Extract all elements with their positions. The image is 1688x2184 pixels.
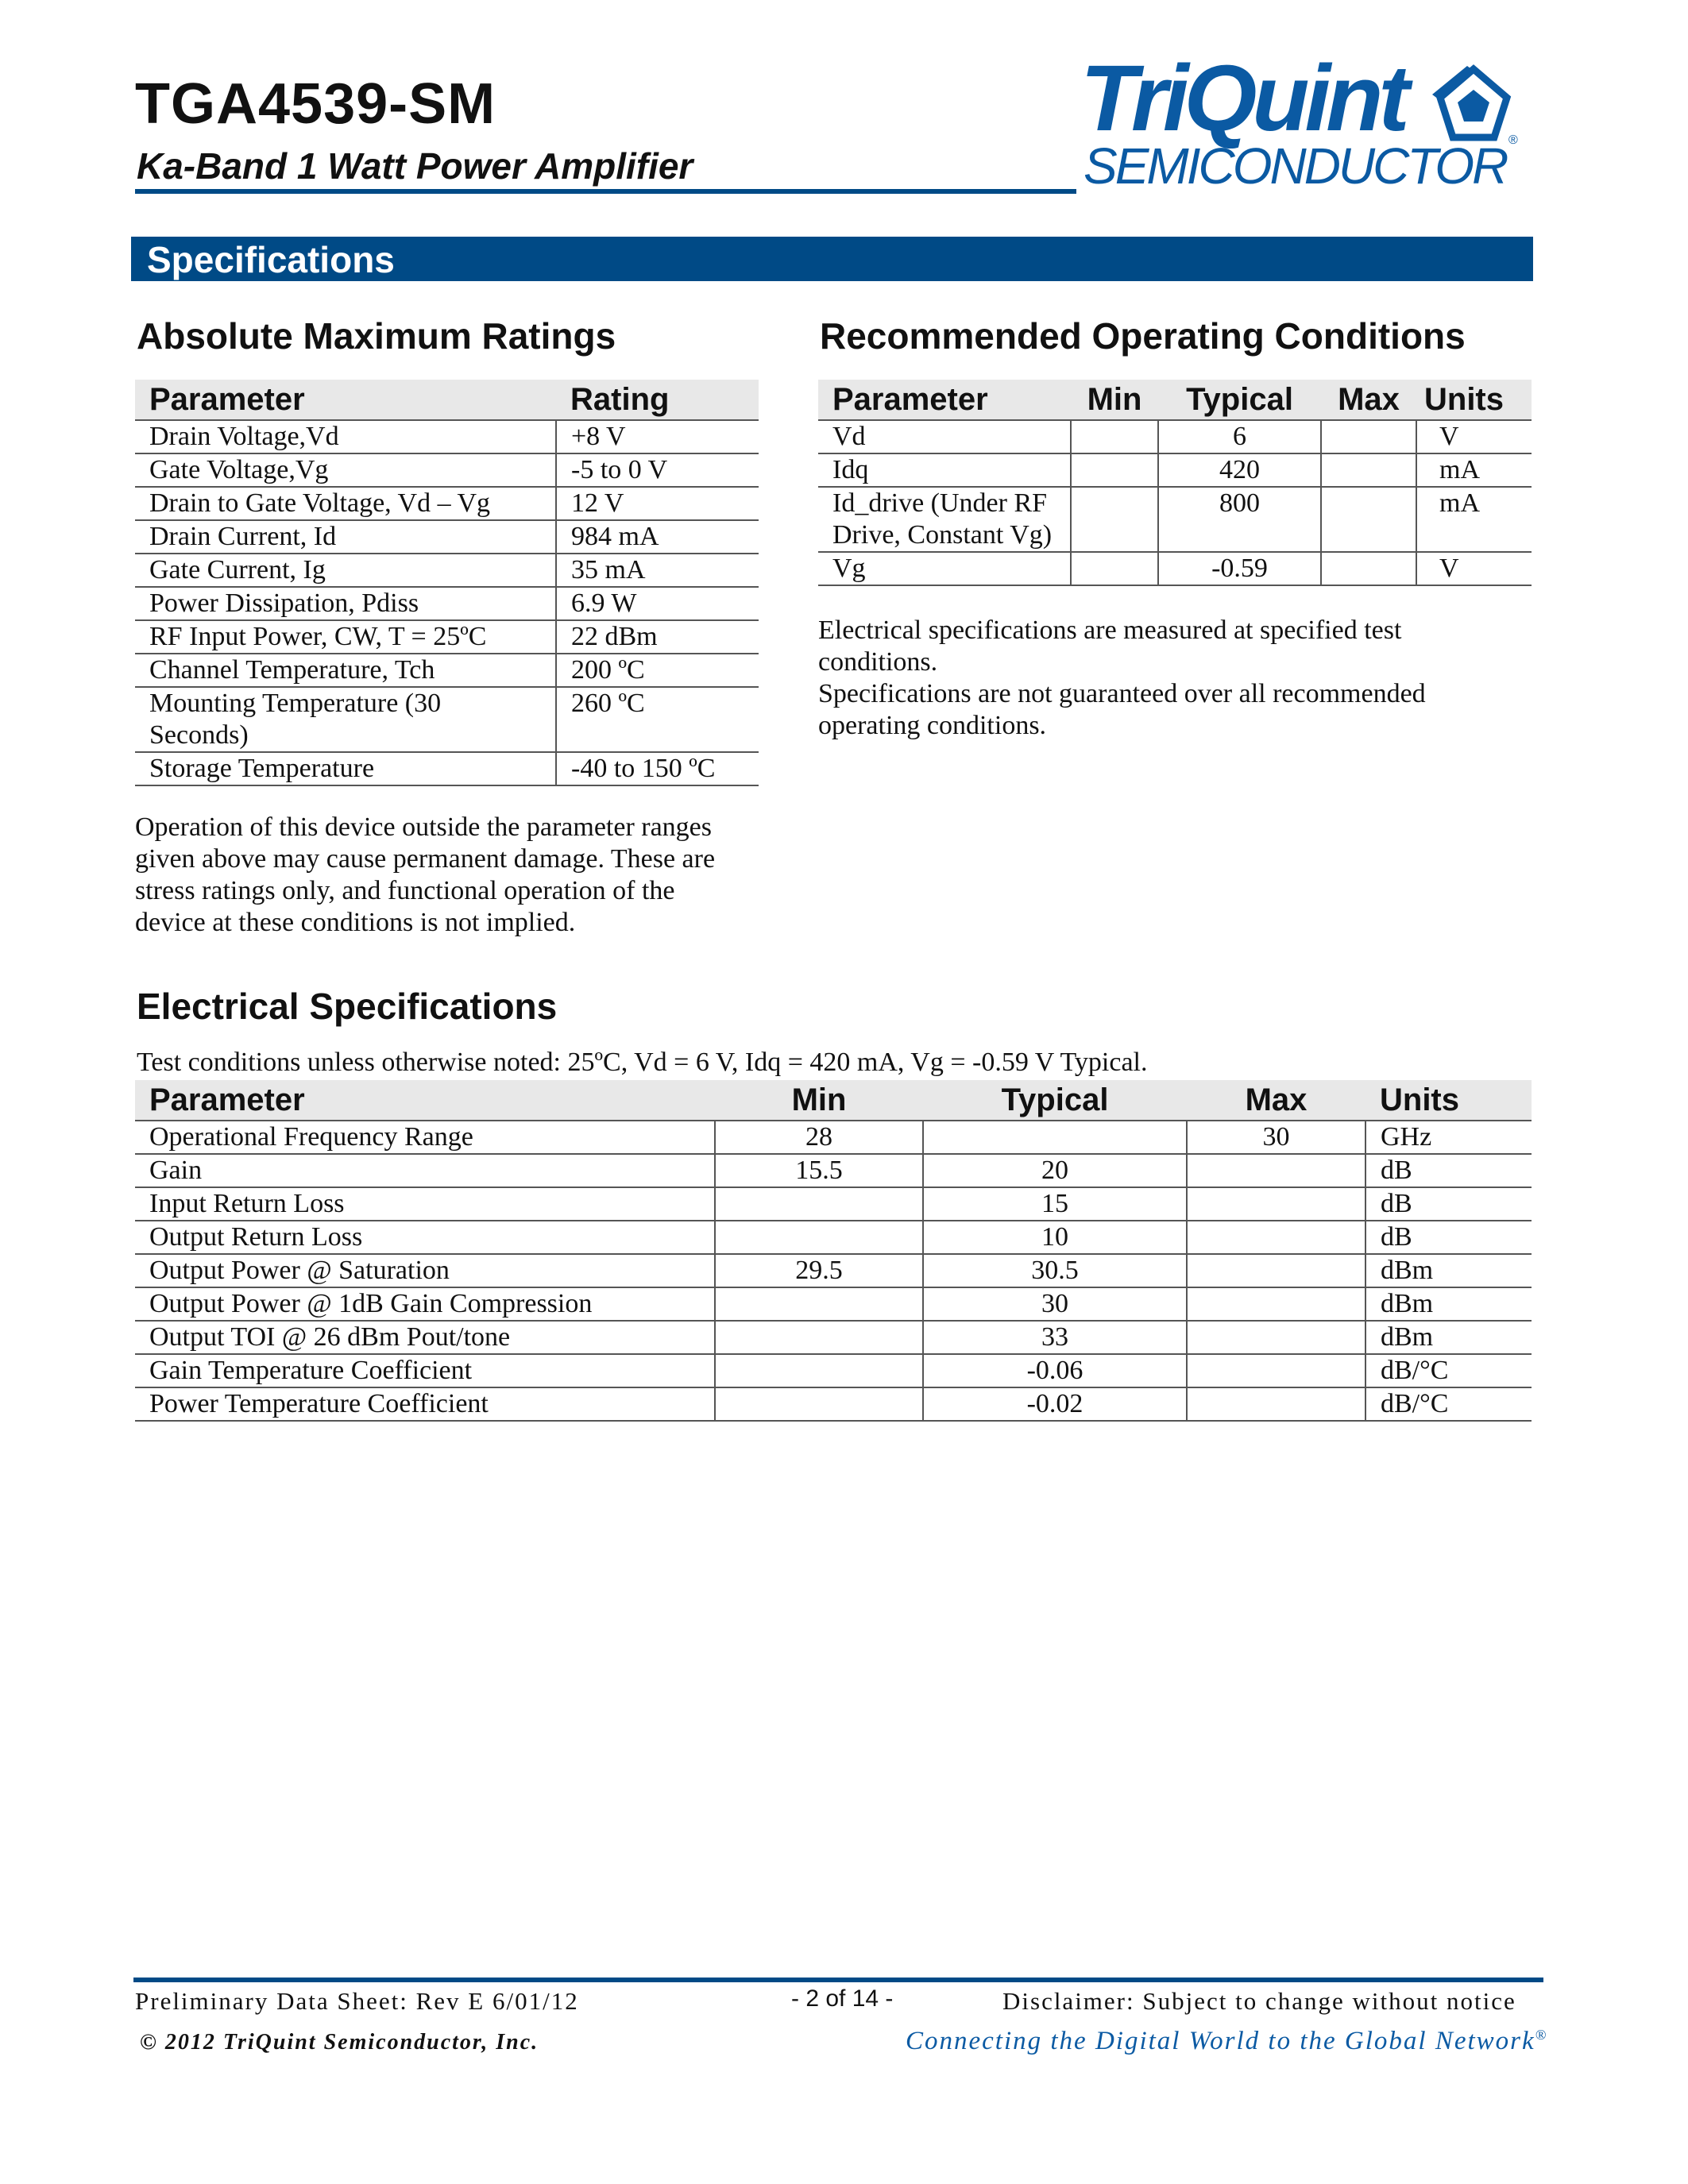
es-cell: dBm: [1365, 1287, 1532, 1321]
roc-col-max: Max: [1321, 380, 1416, 420]
es-row: [135, 1254, 1532, 1287]
es-cell: [1187, 1221, 1365, 1254]
roc-cell: [1071, 420, 1158, 453]
amr-row: [135, 654, 759, 687]
pentagon-logo-icon: [1426, 60, 1521, 147]
amr-cell: -5 to 0 V: [556, 453, 759, 487]
amr-cell: Gate Voltage,Vg: [135, 453, 556, 487]
roc-table: [818, 380, 1532, 586]
header-rule: [135, 189, 1076, 194]
es-cell: Output TOI @ 26 dBm Pout/tone: [135, 1321, 715, 1354]
roc-row: [818, 487, 1532, 552]
amr-row: [135, 487, 759, 520]
es-cell: Output Power @ Saturation: [135, 1254, 715, 1287]
es-row: [135, 1321, 1532, 1354]
es-col-min: Min: [715, 1080, 923, 1121]
es-heading: Electrical Specifications: [137, 986, 558, 1027]
amr-row: [135, 687, 759, 752]
amr-col-rating: Rating: [556, 380, 759, 420]
document-title: TGA4539-SM: [135, 72, 496, 136]
es-cell: [715, 1187, 923, 1221]
es-cell: Output Power @ 1dB Gain Compression: [135, 1287, 715, 1321]
amr-cell: 984 mA: [556, 520, 759, 554]
es-cell: 20: [923, 1154, 1187, 1187]
amr-row: [135, 554, 759, 587]
amr-note: Operation of this device outside the parameter ranges given above may cause permanent damage. These are stress ratings only, and functional operation of the device at these conditions is not implied.: [135, 812, 716, 937]
es-cell: 30: [1187, 1121, 1365, 1154]
amr-cell: 22 dBm: [556, 620, 759, 654]
roc-cell: [1071, 487, 1158, 552]
footer-rule: [133, 1978, 1543, 1982]
es-cell: dB/°C: [1365, 1387, 1532, 1421]
amr-cell: Drain Voltage,Vd: [135, 420, 556, 453]
es-cell: dB: [1365, 1154, 1532, 1187]
es-col-units: Units: [1365, 1080, 1532, 1121]
roc-col-parameter: Parameter: [818, 380, 1071, 420]
logo-sub: SEMICONDUCTOR: [1083, 137, 1507, 195]
footer-page-number: - 2 of 14 -: [791, 1985, 894, 2012]
amr-cell: +8 V: [556, 420, 759, 453]
roc-cell: 800: [1158, 487, 1321, 552]
document-subtitle: Ka-Band 1 Watt Power Amplifier: [137, 145, 693, 187]
es-row: [135, 1354, 1532, 1387]
es-cell: Output Return Loss: [135, 1221, 715, 1254]
es-cell: 29.5: [715, 1254, 923, 1287]
es-cell: [715, 1321, 923, 1354]
roc-note-2: Specifications are not guaranteed over all recommended operating conditions.: [818, 679, 1426, 740]
amr-table: [135, 380, 759, 786]
amr-cell: 200 ºC: [556, 654, 759, 687]
amr-row: [135, 752, 759, 785]
es-table: [135, 1080, 1532, 1422]
es-cell: [1187, 1254, 1365, 1287]
roc-cell: Id_drive (Under RF Drive, Constant Vg): [818, 487, 1071, 552]
es-row: [135, 1154, 1532, 1187]
section-banner-title: Specifications: [147, 239, 395, 280]
footer-copyright: © 2012 TriQuint Semiconductor, Inc.: [140, 2030, 539, 2055]
es-row: [135, 1387, 1532, 1421]
amr-heading: Absolute Maximum Ratings: [137, 315, 616, 357]
amr-cell: Mounting Temperature (30 Seconds): [135, 687, 556, 752]
es-cell: dB: [1365, 1221, 1532, 1254]
es-cell: Input Return Loss: [135, 1187, 715, 1221]
es-cell: -0.06: [923, 1354, 1187, 1387]
amr-cell: Drain to Gate Voltage, Vd – Vg: [135, 487, 556, 520]
es-cell: -0.02: [923, 1387, 1187, 1421]
roc-note-1: Electrical specifications are measured at specified test conditions.: [818, 615, 1402, 677]
triquint-logo: [1080, 46, 1525, 203]
roc-cell: 420: [1158, 453, 1321, 487]
amr-cell: RF Input Power, CW, T = 25ºC: [135, 620, 556, 654]
es-cell: [715, 1354, 923, 1387]
amr-cell: Gate Current, Ig: [135, 554, 556, 587]
amr-row: [135, 587, 759, 620]
es-cell: [1187, 1387, 1365, 1421]
footer-tagline-mark: ®: [1535, 2027, 1548, 2043]
footer-disclaimer: Disclaimer: Subject to change without notice: [1002, 1987, 1516, 2015]
roc-cell: V: [1416, 420, 1532, 453]
es-row: [135, 1221, 1532, 1254]
es-row: [135, 1287, 1532, 1321]
footer-tagline: [906, 2027, 1547, 2056]
amr-cell: -40 to 150 ºC: [556, 752, 759, 785]
amr-row: [135, 620, 759, 654]
amr-cell: 260 ºC: [556, 687, 759, 752]
es-cell: [1187, 1321, 1365, 1354]
es-cell: 30: [923, 1287, 1187, 1321]
es-col-max: Max: [1187, 1080, 1365, 1121]
roc-cell: [1321, 487, 1416, 552]
roc-col-typical: Typical: [1158, 380, 1321, 420]
es-cell: dBm: [1365, 1321, 1532, 1354]
roc-row: [818, 453, 1532, 487]
amr-cell: 35 mA: [556, 554, 759, 587]
es-cell: GHz: [1365, 1121, 1532, 1154]
es-cell: Operational Frequency Range: [135, 1121, 715, 1154]
roc-cell: [1321, 453, 1416, 487]
es-cell: 15: [923, 1187, 1187, 1221]
es-conditions: Test conditions unless otherwise noted: 25ºC, Vd = 6 V, Idq = 420 mA, Vg = -0.59 V Typical.: [137, 1048, 1148, 1077]
amr-cell: Storage Temperature: [135, 752, 556, 785]
es-cell: [1187, 1354, 1365, 1387]
es-cell: [1187, 1187, 1365, 1221]
es-cell: 10: [923, 1221, 1187, 1254]
footer-tagline-text: Connecting the Digital World to the Global Network: [906, 2027, 1535, 2055]
es-cell: 30.5: [923, 1254, 1187, 1287]
roc-heading: Recommended Operating Conditions: [820, 315, 1466, 357]
es-cell: [923, 1121, 1187, 1154]
amr-cell: Channel Temperature, Tch: [135, 654, 556, 687]
roc-cell: Idq: [818, 453, 1071, 487]
roc-cell: Vd: [818, 420, 1071, 453]
roc-cell: mA: [1416, 453, 1532, 487]
es-row: [135, 1187, 1532, 1221]
es-col-parameter: Parameter: [135, 1080, 715, 1121]
roc-cell: [1071, 552, 1158, 585]
amr-cell: Drain Current, Id: [135, 520, 556, 554]
roc-cell: mA: [1416, 487, 1532, 552]
amr-row: [135, 453, 759, 487]
es-cell: 28: [715, 1121, 923, 1154]
es-cell: Gain Temperature Coefficient: [135, 1354, 715, 1387]
footer-datasheet-rev: Preliminary Data Sheet: Rev E 6/01/12: [135, 1987, 579, 2015]
es-cell: dB: [1365, 1187, 1532, 1221]
roc-cell: -0.59: [1158, 552, 1321, 585]
amr-cell: Power Dissipation, Pdiss: [135, 587, 556, 620]
amr-cell: 6.9 W: [556, 587, 759, 620]
registered-mark: ®: [1508, 133, 1518, 147]
roc-col-min: Min: [1071, 380, 1158, 420]
es-cell: [715, 1221, 923, 1254]
es-cell: [1187, 1154, 1365, 1187]
roc-cell: Vg: [818, 552, 1071, 585]
es-cell: Power Temperature Coefficient: [135, 1387, 715, 1421]
es-row: [135, 1121, 1532, 1154]
es-cell: [715, 1387, 923, 1421]
amr-cell: 12 V: [556, 487, 759, 520]
roc-cell: 6: [1158, 420, 1321, 453]
roc-cell: [1321, 420, 1416, 453]
roc-row: [818, 420, 1532, 453]
es-cell: Gain: [135, 1154, 715, 1187]
roc-row: [818, 552, 1532, 585]
es-cell: 15.5: [715, 1154, 923, 1187]
es-cell: [715, 1287, 923, 1321]
roc-cell: [1071, 453, 1158, 487]
logo-name: TriQuint: [1080, 46, 1405, 151]
es-cell: 33: [923, 1321, 1187, 1354]
roc-col-units: Units: [1416, 380, 1532, 420]
amr-row: [135, 520, 759, 554]
amr-col-parameter: Parameter: [135, 380, 556, 420]
amr-row: [135, 420, 759, 453]
roc-cell: V: [1416, 552, 1532, 585]
es-cell: [1187, 1287, 1365, 1321]
es-cell: dBm: [1365, 1254, 1532, 1287]
es-cell: dB/°C: [1365, 1354, 1532, 1387]
roc-cell: [1321, 552, 1416, 585]
es-col-typical: Typical: [923, 1080, 1187, 1121]
